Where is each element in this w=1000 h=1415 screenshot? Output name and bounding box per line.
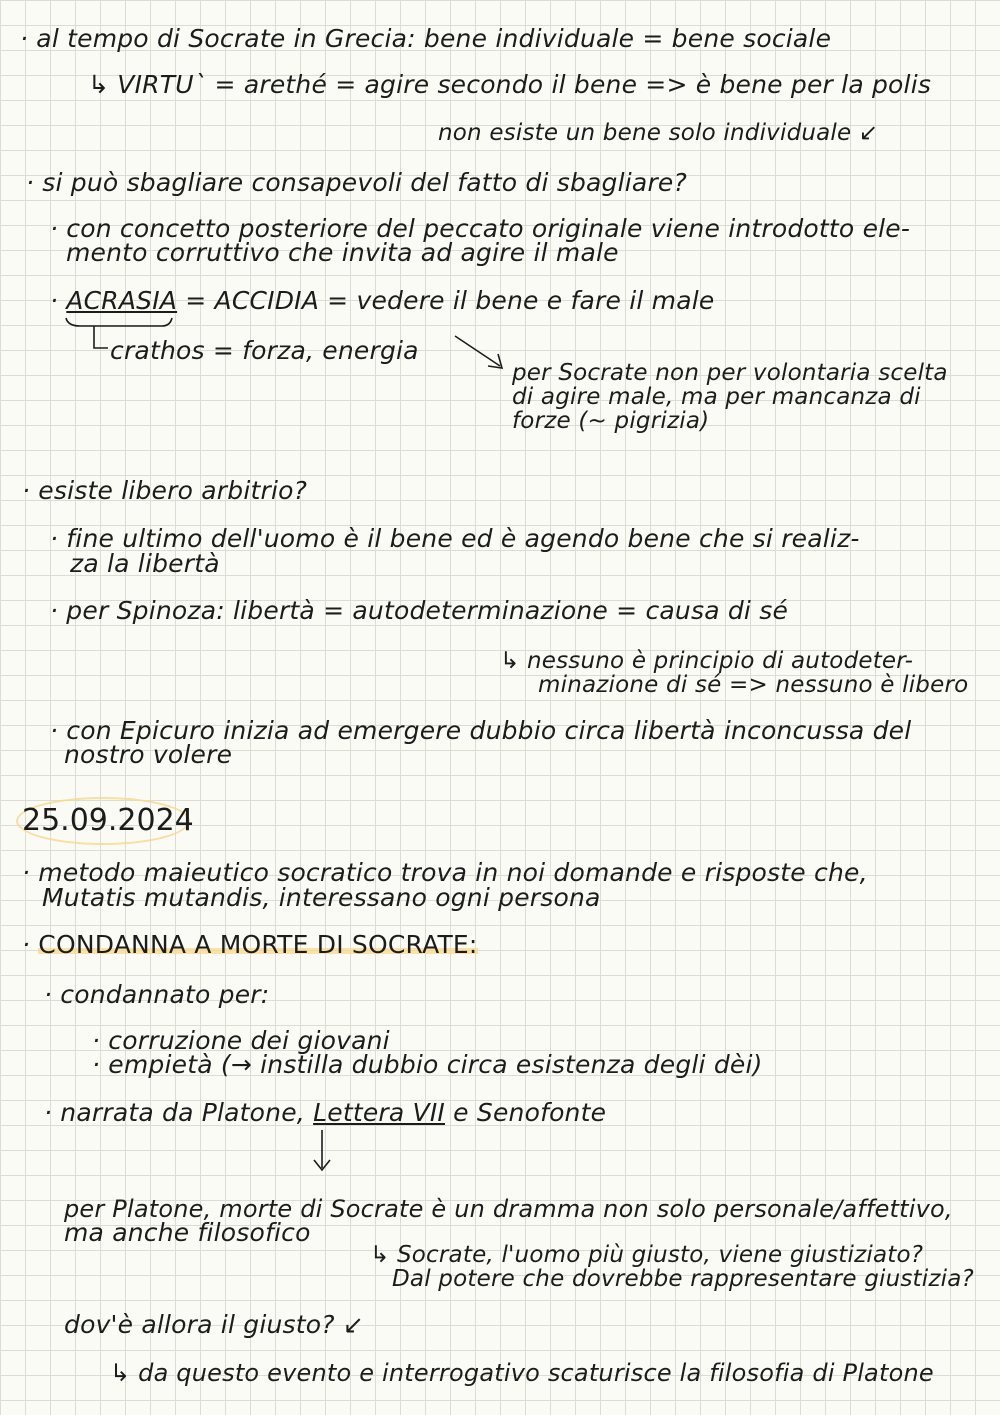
line-peccato-originale: · con concetto posteriore del peccato originale viene introdotto ele-	[50, 214, 911, 243]
line-metodo-maieutico: · metodo maieutico socratico trova in noi domande e risposte che,	[22, 858, 868, 887]
condanna-heading-text: CONDANNA A MORTE DI SOCRATE:	[38, 930, 478, 959]
line-agire-male: di agire male, ma per mancanza di	[512, 384, 921, 410]
line-elemento-corruttivo: mento corruttivo che invita ad agire il male	[66, 238, 619, 267]
line-crathos: crathos = forza, energia	[110, 336, 419, 365]
line-virtu-arethe: ↳ VIRTU` = arethé = agire secondo il bene => è bene per la polis	[88, 70, 932, 99]
line-socrate-grecia: · al tempo di Socrate in Grecia: bene individuale = bene sociale	[20, 24, 832, 53]
line-liberta: za la libertà	[70, 549, 220, 578]
line-per-platone: per Platone, morte di Socrate è un dramma non solo personale/affettivo,	[64, 1195, 953, 1223]
line-mutatis-mutandis: Mutatis mutandis, interessano ogni persona	[42, 883, 601, 912]
line-spinoza: · per Spinoza: libertà = autodeterminazione = causa di sé	[50, 596, 789, 625]
line-anche-filosofico: ma anche filosofico	[64, 1218, 311, 1247]
date-heading: 25.09.2024	[22, 803, 194, 838]
narrata-text: · narrata da Platone,	[44, 1098, 314, 1127]
line-fine-ultimo: · fine ultimo dell'uomo è il bene ed è agendo bene che si realiz-	[50, 524, 860, 553]
line-nostro-volere: nostro volere	[64, 740, 233, 769]
line-corruzione: · corruzione dei giovani	[92, 1026, 390, 1055]
line-non-esiste-bene: non esiste un bene solo individuale ↙	[438, 120, 879, 146]
acrasia-term: ACRASIA	[66, 286, 178, 315]
line-acrasia: · ACRASIA = ACCIDIA = vedere il bene e fare il male	[50, 286, 715, 315]
line-empieta: · empietà (→ instilla dubbio circa esistenza degli dèi)	[92, 1050, 763, 1079]
crathos-connector	[94, 326, 108, 348]
line-forze-pigrizia: forze (~ pigrizia)	[512, 408, 710, 434]
line-per-socrate: per Socrate non per volontaria scelta	[512, 360, 948, 386]
line-nessuno-libero: minazione di sé => nessuno è libero	[538, 672, 969, 698]
line-dove-giusto: dov'è allora il giusto? ↙	[64, 1310, 364, 1339]
arrow-to-socrate-note	[455, 336, 500, 366]
line-libero-arbitrio: · esiste libero arbitrio?	[22, 476, 308, 505]
acrasia-definition: = ACCIDIA = vedere il bene e fare il male	[177, 286, 715, 315]
line-uomo-giusto: ↳ Socrate, l'uomo più giusto, viene giustiziato?	[370, 1242, 924, 1268]
line-condannato-per: · condannato per:	[44, 980, 270, 1009]
acrasia-bracket	[66, 318, 172, 326]
line-condanna-heading: · CONDANNA A MORTE DI SOCRATE:	[22, 930, 478, 959]
line-sbagliare-question: · si può sbagliare consapevoli del fatto di sbagliare?	[26, 168, 687, 197]
line-epicuro: · con Epicuro inizia ad emergere dubbio circa libertà inconcussa del	[50, 716, 912, 745]
line-da-questo-evento: ↳ da questo evento e interrogativo scaturisce la filosofia di Platone	[110, 1359, 934, 1387]
line-potere-giustizia: Dal potere che dovrebbe rappresentare giustizia?	[392, 1266, 974, 1292]
senofonte-text: e Senofonte	[445, 1098, 607, 1127]
line-nessuno-principio: ↳ nessuno è principio di autodeter-	[500, 648, 914, 674]
lettera-vii: Lettera VII	[313, 1098, 445, 1127]
